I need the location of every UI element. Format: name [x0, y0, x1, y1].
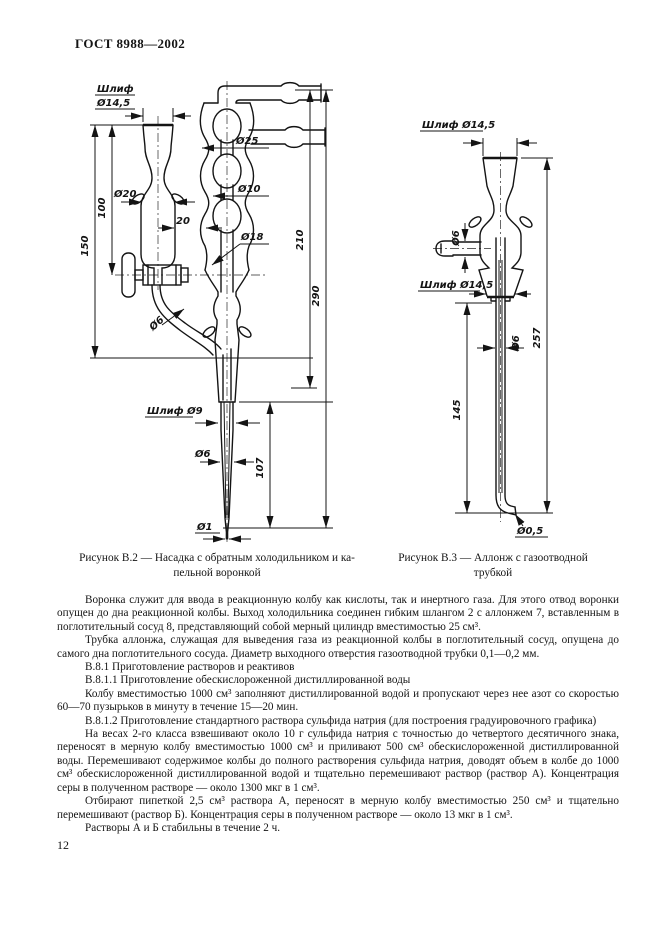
paragraph: Трубка аллонжа, служащая для выведения газа из реакционной колбы в поглотительный сосуд, опущена до самого дна поглотительного сосуда. Диаметр выходного отверстия газоотводной трубки 0,1—0,2 мм.	[57, 634, 619, 660]
dim-label-210: 210	[295, 229, 306, 251]
dia-label-25: Ø25	[236, 136, 259, 147]
caption-line: трубкой	[473, 567, 513, 579]
dim-label-257: 257	[532, 327, 543, 349]
section-heading: В.8.1.1 Приготовление обескислороженной дистиллированной воды	[85, 674, 411, 687]
centerlines	[115, 81, 265, 542]
joint-lower-label: Шлиф Ø14,5	[420, 280, 494, 291]
paragraph: Отбирают пипеткой 2,5 см³ раствора А, переносят в мерную колбу вместимостью 250 см³ и тщательно перемешивают (раствор Б). Концентрация серы в полученном растворе — около 13 мкг в 1 см³.	[57, 795, 619, 821]
joint-bottom-label: Шлиф Ø9	[147, 406, 203, 417]
figure-b3-drawing	[395, 110, 625, 550]
dim-label-107: 107	[255, 457, 266, 479]
caption-line: Рисунок В.2 — Насадка с обратным холодильником и ка-	[79, 552, 355, 564]
figure-b2-drawing	[55, 78, 385, 548]
standard-number: ГОСТ 8988—2002	[75, 36, 186, 51]
condenser-arm-lower	[249, 127, 325, 130]
dia-label-10: Ø10	[238, 184, 261, 195]
caption-line: Рисунок В.3 — Аллонж с газоотводной	[398, 552, 588, 564]
body-text	[57, 594, 619, 835]
dim-label-145: 145	[452, 399, 463, 421]
dia-label-6-outlet: Ø6	[195, 449, 211, 460]
dia-label-1: Ø1	[197, 522, 213, 533]
joint-top-label-line1: Шлиф	[97, 84, 134, 95]
dia-label-6-funnel-tube: Ø6	[147, 314, 167, 334]
gap-label-20: 20	[176, 216, 190, 227]
section-heading: В.8.1.2 Приготовление стандартного раствора сульфида натрия (для построения градуировочного графика)	[85, 714, 597, 727]
paragraph: Растворы А и Б стабильны в течение 2 ч.	[85, 821, 281, 834]
paragraph: Колбу вместимостью 1000 см³ заполняют дистиллированной водой и пропускают через нее азот со скоростью 60—70 пузырьков в минуту в течение 15—20 мин.	[57, 687, 619, 714]
caption-line: пельной воронкой	[173, 567, 261, 579]
dia-label-18: Ø18	[241, 232, 264, 243]
figure-b3-caption	[388, 551, 598, 581]
dimension-lines	[90, 90, 333, 539]
gas-outlet-tube	[496, 238, 516, 515]
section-heading: В.8.1 Приготовление растворов и реактивов	[85, 661, 295, 674]
paragraph: Воронка служит для ввода в реакционную колбу как кислоты, так и инертного газа. Для этого отвод воронки опущен до дна реакционной колбы. Выход холодильника соединен гибким шлангом 2 с аллонжем 7, вставленным в поглотительный сосуд 8, представляющий собой мерный цилиндр вместимостью 25 см³.	[57, 594, 619, 633]
joint-top-label-line2: Ø14,5	[97, 98, 131, 109]
dia-label-20: Ø20	[114, 189, 137, 200]
dim-label-100: 100	[97, 197, 108, 219]
paragraph: На весах 2-го класса взвешивают около 10 г сульфида натрия с точностью до четвертого десятичного знака, переносят в мерную колбу вместимостью 1000 см³ и приливают 500 см³ обескислороженной дистиллированной воды. Перемешивают содержимое колбы до полного растворения сульфида натрия, доводят объем в колбе до 1000 см³ обескислороженной дистиллированной водой и тщательно перемешивают раствор (раствор А). Концентрация серы в полученном растворе — около 1300 мкг в 1 см³.	[57, 728, 619, 794]
dia-label-tip: Ø0,5	[517, 526, 544, 537]
joint-top-label: Шлиф Ø14,5	[422, 120, 496, 131]
dim-label-290: 290	[311, 285, 322, 307]
dia-label-6-side: Ø6	[451, 230, 462, 246]
dia-label-6-tube: Ø6	[511, 335, 522, 351]
figure-b2-caption	[58, 551, 376, 581]
dim-label-150: 150	[80, 235, 91, 257]
condenser-jacket	[200, 103, 208, 270]
page-number: 12	[57, 838, 69, 852]
